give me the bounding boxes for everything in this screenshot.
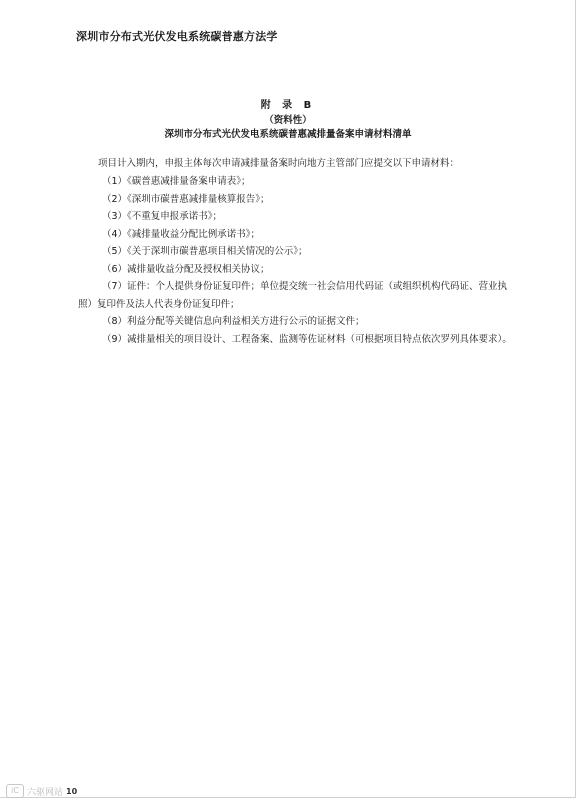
list-item: （9）减排量相关的项目设计、工程备案、监测等佐证材料（可根据项目特点依次罗列具体要求）。 — [102, 333, 512, 345]
page-number: 10 — [66, 786, 78, 796]
intro-paragraph: 项目计入期内，申报主体每次申请减排量备案时向地方主管部门应提交以下申请材料： — [98, 158, 460, 169]
watermark-logo-icon: iC — [6, 784, 24, 798]
appendix-title: 附 录 B — [260, 100, 316, 111]
running-header: 深圳市分布式光伏发电系统碳普惠方法学 — [76, 30, 278, 43]
list-item: （2）《深圳市碳普惠减排量核算报告》； — [102, 193, 270, 205]
appendix-note: （资料性） — [264, 115, 312, 126]
list-item: （4）《减排量收益分配比例承诺书》； — [102, 228, 261, 240]
watermark — [6, 784, 77, 798]
list-item: （6）减排量收益分配及授权相关协议； — [102, 263, 270, 275]
list-item: （5）《关于深圳市碳普惠项目相关情况的公示》； — [102, 246, 308, 257]
list-item: （7）证件：个人提供身份证复印件；单位提交统一社会信用代码证（或组织机构代码证、营业执照）复印件及法人代表身份证复印件； — [78, 281, 508, 310]
list-item: （8）利益分配等关键信息向利益相关方进行公示的证据文件； — [102, 316, 365, 327]
material-list — [78, 173, 518, 348]
list-item: （3）《不重复申报承诺书》； — [102, 211, 223, 222]
watermark-text: 六驱网站 — [27, 787, 64, 798]
list-item: （1）《碳普惠减排量备案申请表》； — [102, 176, 251, 187]
appendix-subtitle: 深圳市分布式光伏发电系统碳普惠减排量备案申请材料清单 — [164, 129, 412, 140]
